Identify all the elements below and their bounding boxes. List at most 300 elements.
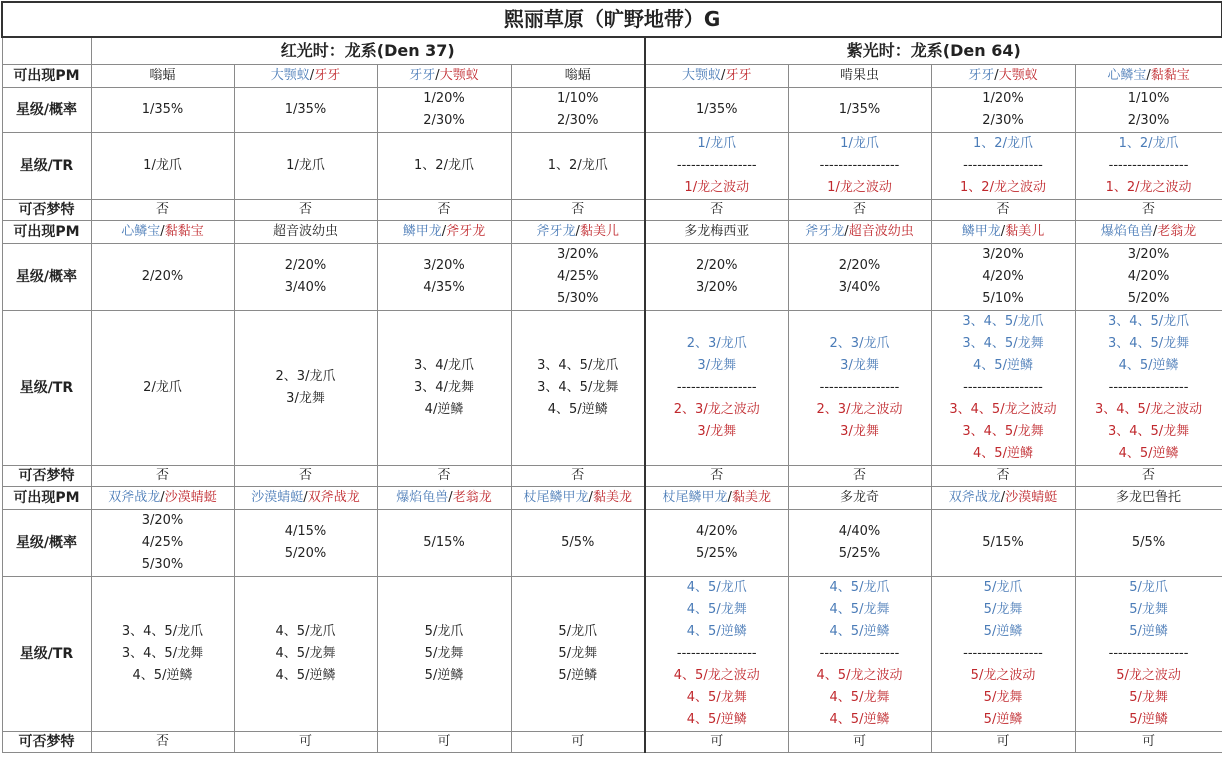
tr-move: 3、4、5/龙舞: [962, 336, 1044, 351]
divider-line: -----------------: [1108, 380, 1189, 395]
pokemon-name: 嗡蝠: [564, 68, 591, 83]
tr-move-exclusive: 3、4、5/龙舞: [962, 424, 1044, 439]
tr-move: 5/龙爪: [424, 624, 464, 639]
star-rate: 5/10%: [982, 291, 1024, 306]
pokemon-cell: [377, 487, 511, 510]
pokemon-name: 斧牙龙: [446, 224, 486, 239]
pokemon-cell: [788, 221, 931, 244]
star-rate-cell: [234, 244, 377, 311]
tr-cell: [511, 577, 645, 732]
tr-move: 1/龙爪: [143, 158, 182, 173]
pokemon-cell: [1075, 65, 1222, 88]
tr-move: 4/逆鳞: [424, 402, 464, 417]
pokemon-cell: [1075, 221, 1222, 244]
pokemon-name: 杖尾鳞甲龙: [523, 490, 589, 505]
hidden-ability-cell: 否: [645, 466, 788, 487]
pokemon-name: 鳞甲龙: [961, 224, 1001, 239]
star-rate-cell: [1075, 244, 1222, 311]
tr-move: 4、5/逆鳞: [686, 624, 747, 639]
star-rate: 2/30%: [982, 113, 1024, 128]
hidden-ability-cell: 否: [91, 466, 234, 487]
star-rate: 2/30%: [1127, 113, 1170, 128]
row-label-dream: 可否梦特: [2, 466, 91, 487]
star-rate: 1/20%: [423, 91, 465, 106]
star-rate-cell: [645, 88, 788, 133]
divider-line: -----------------: [963, 158, 1043, 173]
tr-move-exclusive: 4、5/龙舞: [829, 690, 890, 705]
star-rate-cell: [788, 244, 931, 311]
pokemon-cell: [234, 487, 377, 510]
hidden-ability-cell: 可: [1075, 732, 1222, 753]
tr-move-exclusive: 4、5/龙之波动: [816, 668, 903, 683]
tr-move: 4、5/逆鳞: [829, 624, 890, 639]
star-rate-cell: [511, 88, 645, 133]
star-rate: 4/25%: [141, 535, 184, 550]
pokemon-name: 沙漠蜻蜓: [1005, 490, 1058, 505]
star-rate-cell: [234, 88, 377, 133]
star-rate-cell: [788, 88, 931, 133]
star-rate: 3/20%: [982, 247, 1024, 262]
pokemon-name: 超音波幼虫: [272, 224, 338, 239]
table-title: 熙丽草原（旷野地带）G: [2, 2, 1222, 37]
pokemon-name: 黏黏宝: [164, 224, 204, 239]
tr-move: 1/龙爪: [840, 136, 879, 151]
star-rate: 5/30%: [141, 557, 184, 572]
star-rate-cell: [91, 88, 234, 133]
divider-line: -----------------: [676, 380, 757, 395]
tr-move: 3、4、5/龙爪: [962, 314, 1044, 329]
divider-line: -----------------: [963, 646, 1043, 661]
pokemon-cell: [91, 221, 234, 244]
divider-line: -----------------: [819, 646, 900, 661]
tr-move-exclusive: 3/龙舞: [840, 424, 879, 439]
pokemon-name: 黏黏宝: [1150, 68, 1190, 83]
tr-move: 5/逆鳞: [558, 668, 598, 683]
tr-move-exclusive: 4、5/逆鳞: [829, 712, 890, 727]
slash-separator: /: [160, 490, 165, 505]
star-rate: 1/10%: [556, 91, 599, 106]
star-rate: 5/5%: [561, 535, 595, 550]
pokemon-name: 黏美儿: [1005, 224, 1045, 239]
star-rate-cell: [91, 510, 234, 577]
hidden-ability-cell: 否: [1075, 200, 1222, 221]
tr-cell: [788, 133, 931, 200]
tr-move-exclusive: 2、3/龙之波动: [816, 402, 903, 417]
tr-move-exclusive: 1/龙之波动: [684, 180, 750, 195]
tr-cell: [234, 311, 377, 466]
tr-cell: [91, 577, 234, 732]
row-label-rate: 星级/概率: [2, 88, 91, 133]
tr-cell: [788, 311, 931, 466]
divider-line: -----------------: [676, 158, 757, 173]
pokemon-name: 牙牙: [725, 68, 752, 83]
hidden-ability-cell: 可: [788, 732, 931, 753]
slash-separator: /: [303, 490, 308, 505]
slash-separator: /: [575, 224, 580, 239]
pokemon-name: 双斧战龙: [307, 490, 360, 505]
tr-cell: [234, 133, 377, 200]
row-label-pm: 可出现PM: [2, 221, 91, 244]
tr-move-exclusive: 1/龙之波动: [827, 180, 892, 195]
tr-move: 3、4、5/龙爪: [1107, 314, 1190, 329]
hidden-ability-cell: 否: [788, 200, 931, 221]
star-rate-cell: [645, 244, 788, 311]
tr-move: 1、2/龙爪: [973, 136, 1033, 151]
slash-separator: /: [435, 68, 440, 83]
tr-move: 4、5/逆鳞: [973, 358, 1033, 373]
row-label-tr: 星级/TR: [2, 133, 91, 200]
tr-move: 4、5/逆鳞: [275, 668, 336, 683]
slash-separator: /: [1152, 224, 1158, 239]
star-rate-cell: [234, 510, 377, 577]
star-rate-cell: [377, 510, 511, 577]
tr-move-exclusive: 4、5/逆鳞: [973, 446, 1033, 461]
tr-cell: [377, 577, 511, 732]
tr-move: 5/逆鳞: [1129, 624, 1168, 639]
hidden-ability-cell: 否: [931, 200, 1075, 221]
star-rate-cell: [931, 510, 1075, 577]
tr-move-exclusive: 3/龙舞: [697, 424, 737, 439]
divider-line: -----------------: [819, 380, 900, 395]
star-rate: 4/20%: [982, 269, 1024, 284]
pokemon-name: 牙牙: [968, 68, 995, 83]
star-rate: 2/20%: [838, 258, 881, 273]
star-rate: 2/30%: [556, 113, 599, 128]
tr-move-exclusive: 5/龙之波动: [1116, 668, 1181, 683]
corner-cell: [2, 37, 91, 65]
tr-move: 5/逆鳞: [424, 668, 464, 683]
slash-separator: /: [994, 68, 999, 83]
pokemon-cell: [377, 221, 511, 244]
pokemon-cell: [931, 487, 1075, 510]
star-rate: 1/35%: [695, 102, 738, 117]
hidden-ability-cell: 否: [377, 200, 511, 221]
pokemon-name: 黏美龙: [731, 490, 771, 505]
tr-move: 3、4/龙舞: [414, 380, 474, 395]
tr-move-exclusive: 3、4、5/龙舞: [1107, 424, 1190, 439]
tr-move-exclusive: 5/逆鳞: [1129, 712, 1168, 727]
tr-move: 4、5/龙爪: [686, 580, 747, 595]
star-rate: 4/35%: [423, 280, 465, 295]
star-rate-cell: [511, 510, 645, 577]
row-label-rate: 星级/概率: [2, 510, 91, 577]
tr-cell: [91, 311, 234, 466]
star-rate: 4/40%: [838, 524, 881, 539]
tr-move: 5/龙爪: [983, 580, 1023, 595]
tr-move: 3/龙舞: [697, 358, 737, 373]
pokemon-name: 沙漠蜻蜓: [251, 490, 304, 505]
pokemon-name: 大颚蚁: [270, 68, 310, 83]
tr-move: 1、2/龙爪: [1118, 136, 1179, 151]
pokemon-name: 嗡蝠: [149, 68, 176, 83]
tr-move: 3、4、5/龙舞: [121, 646, 204, 661]
tr-move: 1/龙爪: [697, 136, 737, 151]
pokemon-cell: [91, 65, 234, 88]
tr-move: 4、5/龙爪: [275, 624, 336, 639]
star-rate: 4/25%: [556, 269, 599, 284]
hidden-ability-cell: 否: [931, 466, 1075, 487]
divider-line: -----------------: [1108, 646, 1189, 661]
pokemon-name: 牙牙: [409, 68, 436, 83]
hidden-ability-cell: 否: [788, 466, 931, 487]
star-rate: 1/20%: [982, 91, 1024, 106]
tr-cell: [931, 133, 1075, 200]
star-rate: 3/20%: [1127, 247, 1170, 262]
tr-move: 3、4、5/龙爪: [537, 358, 619, 373]
star-rate: 5/25%: [695, 546, 738, 561]
tr-move-exclusive: 1、2/龙之波动: [960, 180, 1046, 195]
tr-cell: [645, 311, 788, 466]
star-rate: 4/20%: [1127, 269, 1170, 284]
tr-move-exclusive: 3、4、5/龙之波动: [949, 402, 1057, 417]
row-label-tr: 星级/TR: [2, 577, 91, 732]
pokemon-name: 黏美儿: [579, 224, 619, 239]
tr-move: 5/龙舞: [424, 646, 464, 661]
pokemon-name: 沙漠蜻蜓: [164, 490, 217, 505]
pokemon-name: 大颚蚁: [998, 68, 1038, 83]
pokemon-cell: [645, 65, 788, 88]
star-rate: 5/25%: [838, 546, 881, 561]
hidden-ability-cell: 否: [377, 466, 511, 487]
tr-cell: [788, 577, 931, 732]
star-rate: 5/20%: [1127, 291, 1170, 306]
red-light-header: 红光时：龙系(Den 37): [91, 37, 645, 65]
pokemon-name: 斧牙龙: [805, 224, 845, 239]
pokemon-name: 多龙巴鲁托: [1116, 490, 1182, 505]
hidden-ability-cell: 否: [1075, 466, 1222, 487]
tr-cell: [91, 133, 234, 200]
star-rate-cell: [1075, 88, 1222, 133]
row-label-tr: 星级/TR: [2, 311, 91, 466]
pokemon-cell: [234, 221, 377, 244]
tr-cell: [1075, 311, 1222, 466]
tr-cell: [511, 133, 645, 200]
tr-move-exclusive: 2、3/龙之波动: [673, 402, 760, 417]
star-rate: 3/20%: [141, 513, 184, 528]
hidden-ability-cell: 可: [511, 732, 645, 753]
pokemon-name: 心鳞宝: [1107, 68, 1147, 83]
pokemon-cell: [645, 221, 788, 244]
tr-cell: [1075, 133, 1222, 200]
hidden-ability-cell: 可: [645, 732, 788, 753]
pokemon-name: 黏美龙: [592, 490, 632, 505]
tr-move: 4、5/龙爪: [829, 580, 890, 595]
divider-line: -----------------: [676, 646, 757, 661]
pokemon-name: 爆焰龟兽: [396, 490, 449, 505]
star-rate: 5/20%: [284, 546, 327, 561]
tr-move: 4、5/逆鳞: [547, 402, 608, 417]
slash-separator: /: [727, 490, 732, 505]
pokemon-name: 双斧战龙: [948, 490, 1001, 505]
hidden-ability-cell: 否: [91, 732, 234, 753]
pokemon-name: 杖尾鳞甲龙: [662, 490, 728, 505]
tr-cell: [645, 577, 788, 732]
tr-move: 4、5/龙舞: [275, 646, 336, 661]
tr-move-exclusive: 3、4、5/龙之波动: [1094, 402, 1203, 417]
slash-separator: /: [309, 68, 315, 83]
divider-line: -----------------: [1108, 158, 1189, 173]
pokemon-cell: [788, 487, 931, 510]
pokemon-cell: [931, 65, 1075, 88]
star-rate: 4/15%: [284, 524, 327, 539]
tr-move: 1、2/龙爪: [547, 158, 608, 173]
tr-move-exclusive: 5/龙舞: [983, 690, 1023, 705]
tr-cell: [377, 311, 511, 466]
pokemon-name: 鳞甲龙: [402, 224, 442, 239]
pokemon-cell: [234, 65, 377, 88]
row-label-pm: 可出现PM: [2, 487, 91, 510]
tr-move: 2、3/龙爪: [829, 336, 890, 351]
pokemon-name: 大颚蚁: [439, 68, 479, 83]
tr-move-exclusive: 4、5/龙舞: [686, 690, 747, 705]
tr-move: 1/龙爪: [286, 158, 325, 173]
tr-move: 1、2/龙爪: [414, 158, 474, 173]
star-rate-cell: [931, 244, 1075, 311]
pokemon-name: 爆焰龟兽: [1100, 224, 1153, 239]
star-rate-cell: [931, 88, 1075, 133]
star-rate: 2/20%: [141, 269, 184, 284]
row-label-dream: 可否梦特: [2, 732, 91, 753]
slash-separator: /: [844, 224, 849, 239]
tr-move: 5/龙舞: [558, 646, 598, 661]
star-rate-cell: [377, 244, 511, 311]
star-rate: 4/20%: [695, 524, 738, 539]
star-rate: 2/20%: [284, 258, 327, 273]
pokemon-cell: [788, 65, 931, 88]
star-rate: 5/5%: [1131, 535, 1166, 550]
pokemon-cell: [931, 221, 1075, 244]
star-rate: 3/20%: [695, 280, 738, 295]
purple-light-header: 紫光时：龙系(Den 64): [645, 37, 1222, 65]
tr-move-exclusive: 1、2/龙之波动: [1105, 180, 1192, 195]
tr-move: 3/龙舞: [840, 358, 879, 373]
divider-line: -----------------: [963, 380, 1043, 395]
slash-separator: /: [721, 68, 726, 83]
tr-move: 2、3/龙爪: [275, 369, 336, 384]
tr-move: 3、4、5/龙舞: [537, 380, 619, 395]
tr-move: 5/龙舞: [1129, 602, 1168, 617]
star-rate-cell: [1075, 510, 1222, 577]
tr-move: 3、4、5/龙爪: [121, 624, 204, 639]
tr-move-exclusive: 5/龙之波动: [970, 668, 1036, 683]
tr-cell: [511, 311, 645, 466]
hidden-ability-cell: 否: [645, 200, 788, 221]
pokemon-name: 超音波幼虫: [848, 224, 914, 239]
pokemon-name: 啃果虫: [839, 68, 879, 83]
pokemon-name: 双斧战龙: [108, 490, 161, 505]
pokemon-cell: [1075, 487, 1222, 510]
tr-move: 2、3/龙爪: [686, 336, 747, 351]
hidden-ability-cell: 否: [511, 466, 645, 487]
star-rate: 3/40%: [284, 280, 327, 295]
star-rate-cell: [511, 244, 645, 311]
hidden-ability-cell: 可: [931, 732, 1075, 753]
raid-table: [1, 1, 1222, 753]
tr-move: 5/龙舞: [983, 602, 1023, 617]
slash-separator: /: [448, 490, 453, 505]
pokemon-name: 牙牙: [314, 68, 341, 83]
hidden-ability-cell: 否: [234, 466, 377, 487]
tr-move: 2/龙爪: [143, 380, 182, 395]
tr-cell: [1075, 577, 1222, 732]
hidden-ability-cell: 否: [234, 200, 377, 221]
star-rate: 3/20%: [556, 247, 599, 262]
slash-separator: /: [441, 224, 447, 239]
pokemon-name: 多龙奇: [839, 490, 879, 505]
star-rate: 5/15%: [423, 535, 465, 550]
star-rate: 1/35%: [141, 102, 184, 117]
pokemon-cell: [91, 487, 234, 510]
divider-line: -----------------: [819, 158, 900, 173]
tr-move-exclusive: 5/龙舞: [1129, 690, 1168, 705]
pokemon-cell: [645, 487, 788, 510]
tr-move: 3/龙舞: [286, 391, 325, 406]
tr-move-exclusive: 4、5/逆鳞: [686, 712, 747, 727]
hidden-ability-cell: 否: [91, 200, 234, 221]
slash-separator: /: [1146, 68, 1151, 83]
pokemon-name: 斧牙龙: [536, 224, 576, 239]
tr-move: 3、4、5/龙舞: [1107, 336, 1190, 351]
star-rate: 3/20%: [423, 258, 465, 273]
star-rate-cell: [788, 510, 931, 577]
tr-move: 5/龙爪: [558, 624, 598, 639]
star-rate: 1/35%: [284, 102, 327, 117]
slash-separator: /: [160, 224, 165, 239]
pokemon-name: 大颚蚁: [682, 68, 722, 83]
row-label-pm: 可出现PM: [2, 65, 91, 88]
star-rate-cell: [645, 510, 788, 577]
tr-cell: [377, 133, 511, 200]
slash-separator: /: [1000, 224, 1006, 239]
pokemon-name: 老翁龙: [1157, 224, 1197, 239]
star-rate: 1/35%: [838, 102, 881, 117]
slash-separator: /: [1000, 490, 1006, 505]
tr-move: 4、5/龙舞: [829, 602, 890, 617]
slash-separator: /: [588, 490, 593, 505]
pokemon-name: 多龙梅西亚: [684, 224, 750, 239]
tr-move: 3、4/龙爪: [414, 358, 474, 373]
star-rate-cell: [91, 244, 234, 311]
tr-move: 4、5/龙舞: [686, 602, 747, 617]
tr-move-exclusive: 5/逆鳞: [983, 712, 1023, 727]
tr-move: 4、5/逆鳞: [1118, 358, 1179, 373]
row-label-rate: 星级/概率: [2, 244, 91, 311]
tr-cell: [931, 311, 1075, 466]
tr-move-exclusive: 4、5/逆鳞: [1118, 446, 1179, 461]
star-rate: 2/20%: [695, 258, 738, 273]
tr-move: 5/逆鳞: [983, 624, 1023, 639]
tr-move: 4、5/逆鳞: [132, 668, 193, 683]
tr-cell: [931, 577, 1075, 732]
pokemon-cell: [511, 221, 645, 244]
pokemon-name: 老翁龙: [452, 490, 492, 505]
star-rate: 2/30%: [423, 113, 465, 128]
tr-cell: [234, 577, 377, 732]
hidden-ability-cell: 否: [511, 200, 645, 221]
star-rate: 3/40%: [838, 280, 881, 295]
pokemon-cell: [377, 65, 511, 88]
pokemon-name: 心鳞宝: [121, 224, 161, 239]
star-rate: 1/10%: [1127, 91, 1170, 106]
pokemon-cell: [511, 65, 645, 88]
star-rate: 5/15%: [982, 535, 1024, 550]
tr-cell: [645, 133, 788, 200]
star-rate-cell: [377, 88, 511, 133]
tr-move: 5/龙爪: [1129, 580, 1168, 595]
hidden-ability-cell: 可: [234, 732, 377, 753]
tr-move-exclusive: 4、5/龙之波动: [673, 668, 760, 683]
pokemon-cell: [511, 487, 645, 510]
